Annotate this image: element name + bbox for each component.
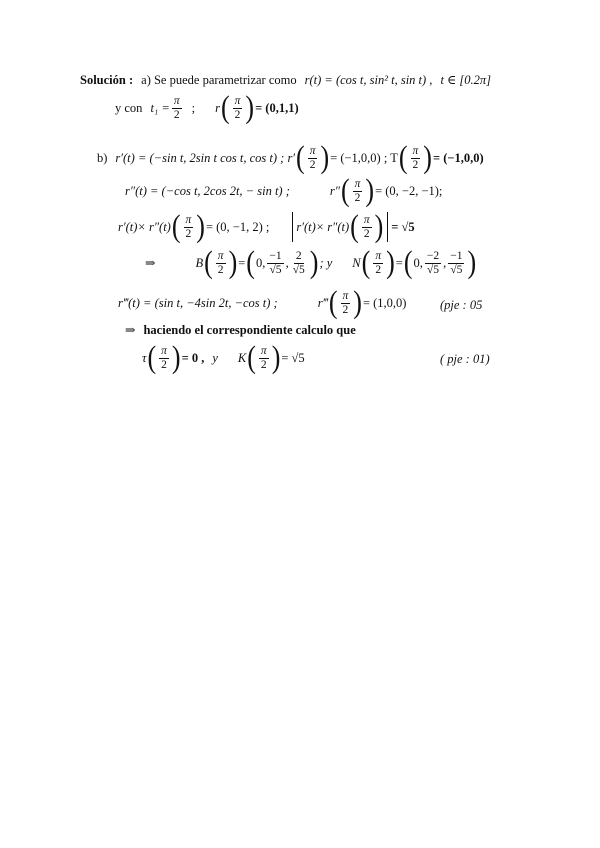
- r-double-prime-label: r″: [329, 183, 340, 198]
- pi-over-2: $\frac{\pi}{2}$: [309, 145, 316, 171]
- B-label: B: [195, 255, 204, 270]
- norm-expr: r′(t)× r″(t): [296, 219, 350, 234]
- comma: ,: [285, 255, 289, 270]
- r-prime-result: = (−1,0,0) ; T: [330, 150, 398, 165]
- r-double-prime-result: = (0, −2, −1);: [375, 183, 443, 198]
- param-expression: r(t) = (cos t, sin² t, sin t) ,: [304, 72, 433, 87]
- T-result: = (−1,0,0): [432, 150, 484, 165]
- implies-arrow: ⇒: [125, 323, 136, 337]
- r-triple-prime-expr: r‴(t) = (sin t, −4sin 2t, −cos t) ;: [118, 295, 278, 310]
- semicolon: ;: [191, 100, 196, 115]
- solution-line-1: [80, 72, 491, 88]
- solution-line-8: [125, 322, 356, 338]
- r-triple-prime-result: = (1,0,0): [362, 295, 407, 310]
- r-prime-expr: r′(t) = (−sin t, 2sin t cos t, cos t) ; r′: [115, 150, 296, 165]
- solution-line-6: ⇒ B ( $\frac{\pi}{2}$ ) = ( 0, $\frac{-1}{√5}$ , $\frac{2}{√5}$ ) ; y N ( $\frac{\pi}{2}$ ) = ( 0, $\frac{-2}{√5}$ , $\frac{-1}{√5}$ ): [145, 245, 477, 280]
- pi-over-2: $\frac{\pi}{2}$: [161, 345, 167, 371]
- r-label: r: [215, 100, 220, 115]
- minus2-over-sqrt5: $\frac{-2}{√5}$: [426, 250, 440, 276]
- solution-line-2: [115, 90, 299, 125]
- solution-line-9: τ ( $\frac{\pi}{2}$ ) = 0 , y K ( $\frac{\pi}{2}$ ) = √5: [142, 340, 305, 375]
- line2-prefix: y con: [115, 100, 143, 115]
- pi-over-2: $\frac{\pi}{2}$: [342, 290, 349, 316]
- r-triple-prime-label: r‴: [317, 295, 328, 310]
- solution-label: Solución :: [80, 72, 134, 87]
- K-result: = √5: [281, 350, 305, 365]
- pi-over-2: $\frac{\pi}{2}$: [363, 214, 370, 240]
- score-01: ( pje : 01): [440, 352, 490, 366]
- r-double-prime-expr: r″(t) = (−cos t, 2cos 2t, − sin t) ;: [125, 183, 290, 198]
- y-word: y: [212, 350, 218, 365]
- left-paren: (: [220, 90, 230, 125]
- domain-expression: t ∈ [0.2π]: [440, 73, 492, 87]
- zero-comp: 0,: [255, 255, 266, 270]
- solution-line-3: b) r′(t) = (−sin t, 2sin t cos t, cos t) ; r′ ( $\frac{\pi}{2}$ ) = (−1,0,0) ; T ( $\frac{\pi}{2}$ ) = (−1,0,0): [97, 140, 484, 175]
- solution-line-5: r′(t)× r″(t) ( $\frac{\pi}{2}$ ) = (0, −1, 2) ; r′(t)× r″(t) ( $\frac{\pi}{2}$ ) = √5: [118, 209, 415, 244]
- score-05: (pje : 05: [440, 298, 483, 312]
- solution-line-4: r″(t) = (−cos t, 2cos 2t, − sin t) ; r″ ( $\frac{\pi}{2}$ ) = (0, −2, −1);: [125, 173, 443, 208]
- t1-label: t₁ =: [150, 100, 170, 115]
- pi-over-2: $\frac{\pi}{2}$: [217, 250, 224, 276]
- tau-result: = 0 ,: [181, 350, 205, 365]
- norm-bar-left: [292, 212, 293, 242]
- pi-over-2: $\frac{\pi}{2}$: [173, 95, 180, 121]
- semicolon-y: ; y: [319, 255, 333, 270]
- norm-bar-right: [387, 212, 388, 242]
- minus1-over-sqrt5: $\frac{-1}{√5}$: [450, 250, 463, 276]
- pi-over-2: $\frac{\pi}{2}$: [375, 250, 382, 276]
- pi-over-2: $\frac{\pi}{2}$: [354, 178, 361, 204]
- pi-over-2: $\frac{\pi}{2}$: [185, 214, 192, 240]
- pi-over-2: $\frac{\pi}{2}$: [260, 345, 267, 371]
- implies-arrow: ⇒: [145, 256, 156, 270]
- equals: =: [395, 255, 403, 270]
- zero-comp: 0,: [413, 255, 423, 270]
- minus1-over-sqrt5: $\frac{-1}{√5}$: [269, 250, 282, 276]
- right-paren: ): [245, 90, 255, 125]
- solution-line-7: r‴(t) = (sin t, −4sin 2t, −cos t) ; r‴ ( $\frac{\pi}{2}$ ) = (1,0,0): [118, 285, 407, 320]
- comma: ,: [443, 255, 447, 270]
- conclusion-text: haciendo el correspondiente calculo que: [143, 322, 356, 337]
- part-b-label: b): [97, 150, 108, 165]
- tau-label: τ: [142, 350, 147, 365]
- K-label: K: [237, 350, 247, 365]
- equals: =: [238, 255, 246, 270]
- pi-over-2: $\frac{\pi}{2}$: [234, 95, 241, 121]
- two-over-sqrt5: $\frac{2}{√5}$: [292, 250, 305, 276]
- cross-product-result: = (0, −1, 2) ;: [205, 219, 270, 234]
- pi-over-2: $\frac{\pi}{2}$: [412, 145, 419, 171]
- cross-product-expr: r′(t)× r″(t): [118, 219, 171, 234]
- norm-result: = √5: [391, 219, 415, 234]
- N-label: N: [352, 255, 361, 270]
- r-result: = (0,1,1): [255, 100, 299, 115]
- part-a-intro: a) Se puede parametrizar como: [141, 72, 297, 87]
